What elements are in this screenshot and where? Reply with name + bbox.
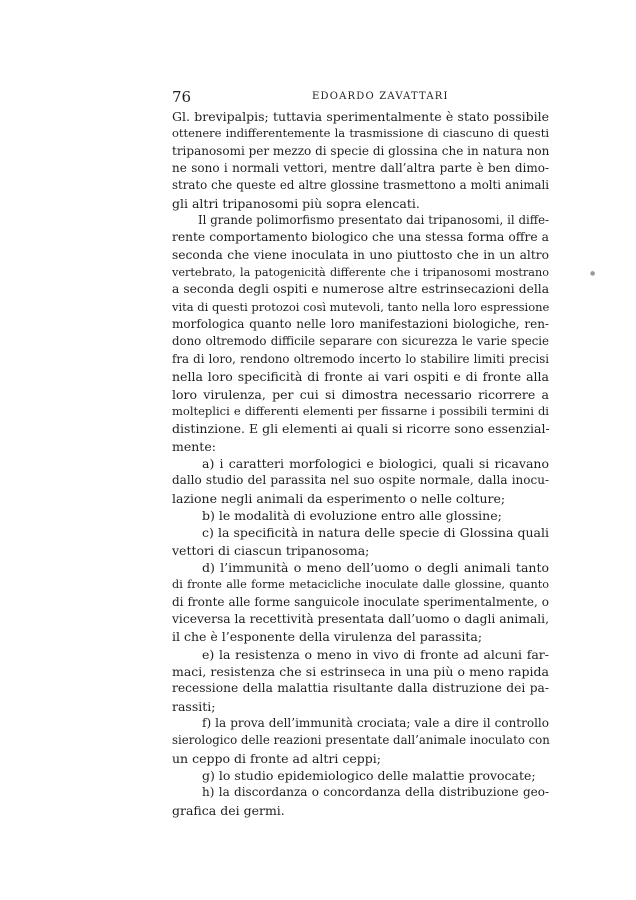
list-item-f: f) la prova dell’immunità crociata; vale a dire il controllo [202,716,549,731]
text-line: viceversa la recettività presentata dall’uomo o dagli animali, [172,611,549,626]
text-line: tripanosomi per mezzo di specie di glossina che in natura non [172,143,550,158]
text-line: gli altri tripanosomi più sopra elencati. [172,195,420,211]
page-header [172,88,549,108]
text-line: Il grande polimorfismo presentato dai tripanosomi, il diffe- [198,213,549,228]
list-item-g: g) lo studio epidemiologico delle malattie provocate; [202,768,536,784]
text-line: maci, resistenza che si estrinseca in una più o meno rapida [172,664,549,679]
scan-speck: ● [590,270,596,277]
text-line: lazione negli animali da esperimento o nelle colture; [172,490,506,506]
running-title: EDOARDO ZAVATTARI [312,91,449,102]
text-line: recessione della malattia risultante dalla distruzione dei pa- [172,681,549,696]
text-line: a seconda degli ospiti e numerose altre estrinsecazioni della [172,282,549,297]
text-line: un ceppo di fronte ad altri ceppi; [172,750,381,766]
text-line: di fronte alle forme sanguicole inoculate sperimentalmente, o [172,594,549,609]
text-line: nella loro specificità di fronte ai vari ospiti e di fronte alla [172,369,549,385]
text-line: vita di questi protozoi così mutevoli, tanto nella loro espressione [172,299,550,314]
text-line: ottenere indifferentemente la trasmissione di ciascuno di questi [172,126,549,141]
text-line: seconda che viene inoculata in uno piuttosto che in un altro [172,247,549,262]
page-number: 76 [172,88,192,106]
text-line: molteplici e differenti elementi per fissarne i possibili termini di [172,403,549,418]
text-line: loro virulenza, per cui si dimostra necessario ricorrere a [172,386,549,402]
list-item-b: b) le modalità di evoluzione entro alle glossine; [202,507,502,523]
body-text [172,108,549,819]
text-line: il che è l’esponente della virulenza del parassita; [172,629,483,645]
text-line: rassiti; [172,698,216,714]
text-line: morfologica quanto nelle loro manifestazioni biologiche, ren- [172,317,549,332]
list-item-c: c) la specificità in natura delle specie di Glossina quali [202,525,549,541]
list-item-d: d) l’immunità o meno dell’uomo o degli animali tanto [202,559,549,575]
list-item-e: e) la resistenza o meno in vivo di fronte ad alcuni far- [202,646,549,662]
text-line: strato che queste ed altre glossine trasmettono a molti animali [172,178,549,193]
text-line: distinzione. E gli elementi ai quali si ricorre sono essenzial- [172,421,550,437]
text-line: vertebrato, la patogenicità differente che i tripanosomi mostrano [172,266,549,280]
list-item-a: a) i caratteri morfologici e biologici, quali si ricavano [202,455,549,471]
text-line: Gl. brevipalpis; tuttavia sperimentalmente è stato possibile [172,109,549,124]
text-line: di fronte alle forme metacicliche inoculate dalle glossine, quanto [172,578,549,592]
text-line: rente comportamento biologico che una stessa forma offre a [172,230,549,245]
text-line: ne sono i normali vettori, mentre dall’altra parte è ben dimo- [172,161,549,176]
text-line: vettori di ciascun tripanosoma; [172,542,370,558]
text-line: mente: [172,438,216,454]
text-line: dallo studio del parassita nel suo ospite normale, dalla inocu- [172,473,549,488]
text-line: grafica dei germi. [172,802,285,818]
text-line: dono oltremodo difficile separare con sicurezza le varie specie [172,334,549,349]
text-line: sierologico delle reazioni presentate dall’animale inoculato con [172,733,550,748]
text-line: fra di loro, rendono oltremodo incerto lo stabilire limiti precisi [172,351,549,366]
list-item-h: h) la discordanza o concordanza della distribuzione geo- [202,785,549,800]
